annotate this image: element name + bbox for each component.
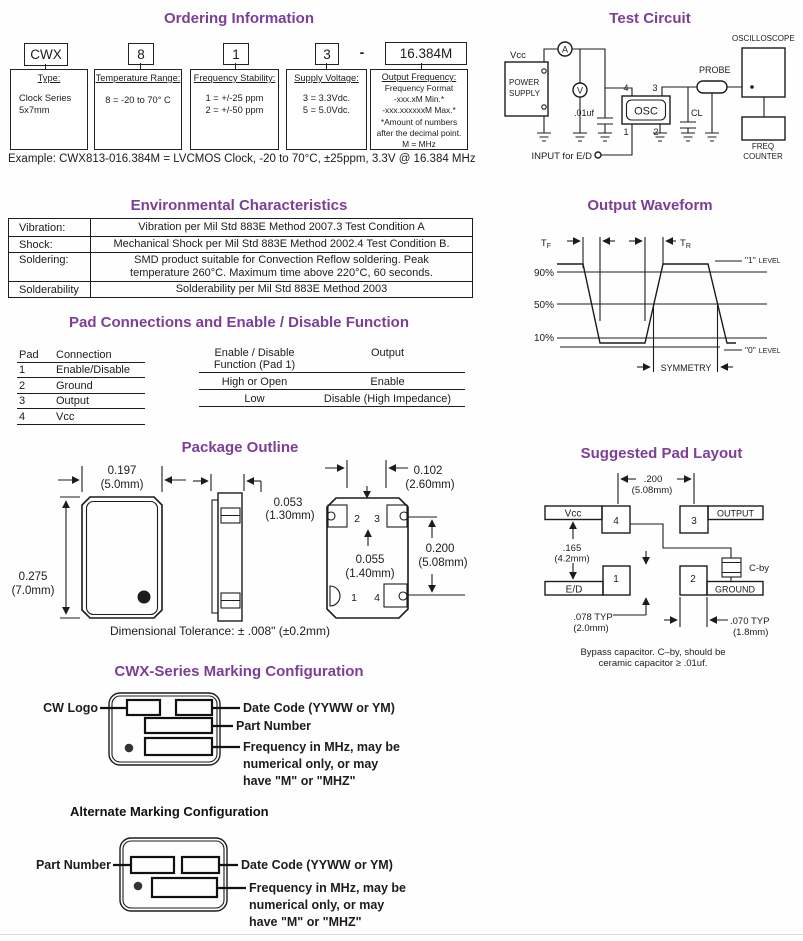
tf-label: $T_F$ xyxy=(540,238,551,250)
code-box-voltage: 3 xyxy=(315,43,339,65)
pad-connections-heading: Pad Connections and Enable / Disable Function xyxy=(68,314,410,331)
pad-layout-heading: Suggested Pad Layout xyxy=(580,445,743,462)
row-label: Shock: xyxy=(9,237,91,252)
date-code-label: Date Code (YYWW or YM) xyxy=(243,701,395,715)
ordering-heading: Ordering Information xyxy=(164,10,314,27)
table-header-row xyxy=(17,347,145,363)
input-label: INPUT for E/D xyxy=(531,151,592,162)
table-header-row xyxy=(199,347,465,373)
voltmeter-label: V xyxy=(576,85,584,96)
cw-logo-label: CW Logo xyxy=(43,701,98,715)
detail-line: -xxx.xxxxxxM Max.* xyxy=(382,105,456,116)
package-outline-diagram xyxy=(0,458,478,626)
col-header: Output xyxy=(370,347,405,359)
ed-pad-label: E/D xyxy=(565,584,583,596)
dim-pitch-in: 0.200 xyxy=(425,543,455,555)
vcc-label: Vcc xyxy=(510,50,526,61)
detail-line: 8 = -20 to 70° C xyxy=(105,95,171,105)
dim-pad-width-in: 0.055 xyxy=(355,554,385,566)
row-label: Solderability xyxy=(9,282,91,297)
dim-height-mm: (7.0mm) xyxy=(11,585,55,597)
waveform-reference-lines xyxy=(557,237,767,372)
waveform-heading: Output Waveform xyxy=(587,197,713,214)
pin2-label: 2 xyxy=(653,127,659,137)
bypass-cap-label: C-by xyxy=(749,563,770,574)
pad-connection: Ground xyxy=(56,379,93,392)
date-code-box xyxy=(182,857,219,873)
detail-line: Clock Series xyxy=(19,93,72,103)
dim-vertical-mm: (4.2mm) xyxy=(554,553,590,565)
detail-line: M = MHz xyxy=(402,139,436,150)
pad-number: 1 xyxy=(19,364,26,376)
bottom-view xyxy=(325,460,468,618)
detail-line: -xxx.xM Min.* xyxy=(393,94,445,105)
pad-number: 4 xyxy=(19,410,26,423)
callout-lines xyxy=(113,865,246,888)
cell: Low xyxy=(244,393,265,405)
row-value: Vibration per Mil Std 883E Method 2007.3 Test Condition A xyxy=(138,221,425,233)
dim-pad-width-mm: (1.8mm) xyxy=(733,627,769,638)
dim-pad-height-mm: (2.0mm) xyxy=(573,623,609,634)
code-box-stability: 1 xyxy=(223,43,249,65)
pin3-label: 3 xyxy=(652,83,658,93)
side-view xyxy=(193,474,315,621)
detail-line: 1 = +/-25 ppm xyxy=(205,93,264,103)
zero-level-label: "0" LEVEL xyxy=(745,345,781,355)
table-row xyxy=(9,252,472,281)
col-header: Connection xyxy=(56,348,112,361)
cell: Disable (High Impedance) xyxy=(323,393,452,405)
dim-pitch-mm: (5.08mm) xyxy=(418,557,468,569)
pad-connections-table xyxy=(17,347,145,425)
detail-title: Temperature Range: xyxy=(95,73,181,83)
package-outline xyxy=(120,838,227,911)
table-row xyxy=(17,363,145,379)
detail-box-stability xyxy=(190,69,279,150)
waveform-diagram xyxy=(500,225,803,377)
pad4-number: 4 xyxy=(613,516,619,527)
pad-connection: Output xyxy=(56,395,90,407)
pin1-dot xyxy=(125,744,134,753)
pad-layout-dimensions xyxy=(573,473,728,627)
pin4-label: 4 xyxy=(623,83,629,93)
col-header: Pad xyxy=(19,348,39,361)
detail-line: 5x7mm xyxy=(19,105,50,115)
tr-label: $T_R$ xyxy=(680,238,691,250)
detail-title: Supply Voltage: xyxy=(294,73,359,83)
pin1-label: 1 xyxy=(623,127,629,137)
part-number-box xyxy=(131,857,174,873)
row-label: Soldering: xyxy=(9,253,91,281)
col-header: Enable / Disable Function (Pad 1) xyxy=(213,347,296,371)
pad2-number: 2 xyxy=(690,574,696,585)
detail-line: after the decimal point. xyxy=(376,127,462,138)
code-box-series: CWX xyxy=(24,43,68,66)
freq-counter-box xyxy=(742,117,785,140)
pad-layout-diagram xyxy=(520,462,803,677)
code-box-frequency: 16.384M xyxy=(385,42,467,65)
level-50-label: 50% xyxy=(533,300,554,311)
dim-pad-height-in: .078 TYP xyxy=(573,612,613,623)
pad2-number: 2 xyxy=(354,513,360,525)
power-supply-label: SUPPLY xyxy=(509,89,540,98)
detail-line: *Amount of numbers xyxy=(380,116,458,127)
ordering-example: Example: CWX813-016.384M = LVCMOS Clock, -20 to 70°C, ±25ppm, 3.3V @ 16.384 MHz xyxy=(8,153,476,165)
frequency-box xyxy=(145,738,212,755)
freq-counter-label: FREQ xyxy=(751,142,775,151)
pad1-number: 1 xyxy=(351,592,357,604)
alt-marking-heading: Alternate Marking Configuration xyxy=(70,804,269,819)
test-circuit-heading: Test Circuit xyxy=(609,10,691,27)
frequency-label: have "M" or "MHZ" xyxy=(243,774,356,788)
dim-width-in: 0.197 xyxy=(107,465,137,477)
pad-number: 3 xyxy=(19,395,26,407)
table-row xyxy=(199,373,465,390)
power-supply-label: POWER xyxy=(509,78,540,87)
table-row xyxy=(17,378,145,394)
part-number-label: Part Number xyxy=(35,858,111,872)
ground-pad-label: GROUND xyxy=(715,584,755,595)
dim-pitch-mm: (5.08mm) xyxy=(631,485,673,496)
detail-line: 2 = +/-50 ppm xyxy=(205,105,264,115)
oscilloscope-label: OSCILLOSCOPE xyxy=(732,34,795,43)
date-code-box xyxy=(176,700,212,715)
dim-pad-width-mm: (1.40mm) xyxy=(345,568,395,580)
pad-connection: Enable/Disable xyxy=(56,364,130,376)
part-number-label: Part Number xyxy=(236,719,312,733)
detail-line: Frequency Format xyxy=(384,83,454,93)
pad4-number: 4 xyxy=(374,592,380,604)
frequency-box xyxy=(152,878,217,897)
frequency-label: Frequency in MHz, may be xyxy=(249,881,406,895)
pad-connection: Vcc xyxy=(56,410,75,423)
dim-pitch-in: .200 xyxy=(643,474,663,485)
table-row xyxy=(9,236,472,252)
pad-number: 2 xyxy=(19,379,26,392)
part-number-box xyxy=(145,718,212,733)
pad3-number: 3 xyxy=(374,513,380,525)
page-bottom-rule xyxy=(0,934,803,935)
dim-gap-mm: (2.60mm) xyxy=(405,479,455,491)
frequency-label: numerical only, or may xyxy=(243,757,379,771)
callout-lines xyxy=(100,708,240,747)
freq-counter-label: COUNTER xyxy=(743,152,783,161)
dim-width-mm: (5.0mm) xyxy=(100,479,144,491)
ammeter-label: A xyxy=(561,44,569,55)
row-value: Solderability per Mil Std 883E Method 2003 xyxy=(175,283,388,295)
pad1-number: 1 xyxy=(613,574,619,585)
package-outline-heading: Package Outline xyxy=(181,439,299,456)
bypass-note: ceramic capacitor ≥ .01uf. xyxy=(598,658,708,669)
dim-thickness-in: 0.053 xyxy=(273,497,303,509)
detail-title: Type: xyxy=(37,73,61,83)
frequency-label: numerical only, or may xyxy=(249,898,385,912)
test-circuit-diagram xyxy=(500,28,803,173)
detail-line: 5 = 5.0Vdc. xyxy=(302,105,351,115)
pin1-dot xyxy=(138,591,151,604)
code-dash: - xyxy=(359,44,365,60)
probe-icon xyxy=(697,81,727,93)
environmental-heading: Environmental Characteristics xyxy=(130,197,348,214)
bypass-cap-label: .01uf xyxy=(573,108,594,118)
frequency-label: Frequency in MHz, may be xyxy=(243,740,400,754)
table-row xyxy=(17,394,145,410)
detail-title: Output Frequency: xyxy=(381,72,457,82)
osc-label: OSC xyxy=(634,105,658,118)
table-row xyxy=(17,409,145,425)
code-box-temp: 8 xyxy=(128,43,154,65)
row-value: Mechanical Shock per Mil Std 883E Method 2002.4 Test Condition B. xyxy=(113,238,450,250)
output-pad-label: OUTPUT xyxy=(717,508,754,519)
dim-gap-in: 0.102 xyxy=(413,465,443,477)
dim-height-in: 0.275 xyxy=(18,571,48,583)
bypass-note: Bypass capacitor. C–by, should be xyxy=(580,647,726,658)
dim-pad-width-in: .070 TYP xyxy=(730,616,770,627)
level-10-label: 10% xyxy=(533,333,554,344)
row-value: SMD product suitable for Convection Reflow soldering. Peak temperature 260°C. Maximum time above 220°C, 60 seconds. xyxy=(130,254,433,279)
detail-box-frequency xyxy=(370,69,468,150)
cl-label: CL xyxy=(691,108,703,118)
probe-label: PROBE xyxy=(699,65,731,75)
enable-disable-table xyxy=(199,347,465,407)
table-row xyxy=(9,281,472,297)
one-level-label: "1" LEVEL xyxy=(745,255,781,265)
marking-heading: CWX-Series Marking Configuration xyxy=(114,663,364,680)
row-label: Vibration: xyxy=(9,219,91,236)
detail-box-voltage xyxy=(286,69,367,150)
marking-diagram xyxy=(0,688,478,800)
detail-box-temperature xyxy=(94,69,182,150)
input-terminal-icon xyxy=(595,152,601,158)
cell: High or Open xyxy=(221,376,288,388)
frequency-label: have "M" or "MHZ" xyxy=(249,915,362,929)
tolerance-note: Dimensional Tolerance: ± .008" (±0.2mm) xyxy=(110,624,330,638)
vcc-pad-label: Vcc xyxy=(564,508,582,520)
front-view xyxy=(12,465,186,618)
table-row xyxy=(199,390,465,407)
dim-vertical-in: .165 xyxy=(562,543,582,554)
alt-marking-diagram xyxy=(0,830,478,935)
pin1-dot xyxy=(134,882,143,891)
dim-thickness-mm: (1.30mm) xyxy=(265,510,315,522)
detail-title: Frequency Stability: xyxy=(193,73,276,83)
cell: Enable xyxy=(370,376,405,388)
detail-line: 3 = 3.3Vdc. xyxy=(302,93,351,103)
date-code-label: Date Code (YYWW or YM) xyxy=(241,858,393,872)
detail-box-type xyxy=(10,69,88,150)
symmetry-label: SYMMETRY xyxy=(660,363,712,373)
environmental-table xyxy=(8,218,473,298)
level-90-label: 90% xyxy=(533,268,554,279)
table-row xyxy=(9,219,472,236)
oscilloscope-box xyxy=(742,48,785,97)
pad3-number: 3 xyxy=(691,516,697,527)
cw-logo-box xyxy=(127,700,160,715)
